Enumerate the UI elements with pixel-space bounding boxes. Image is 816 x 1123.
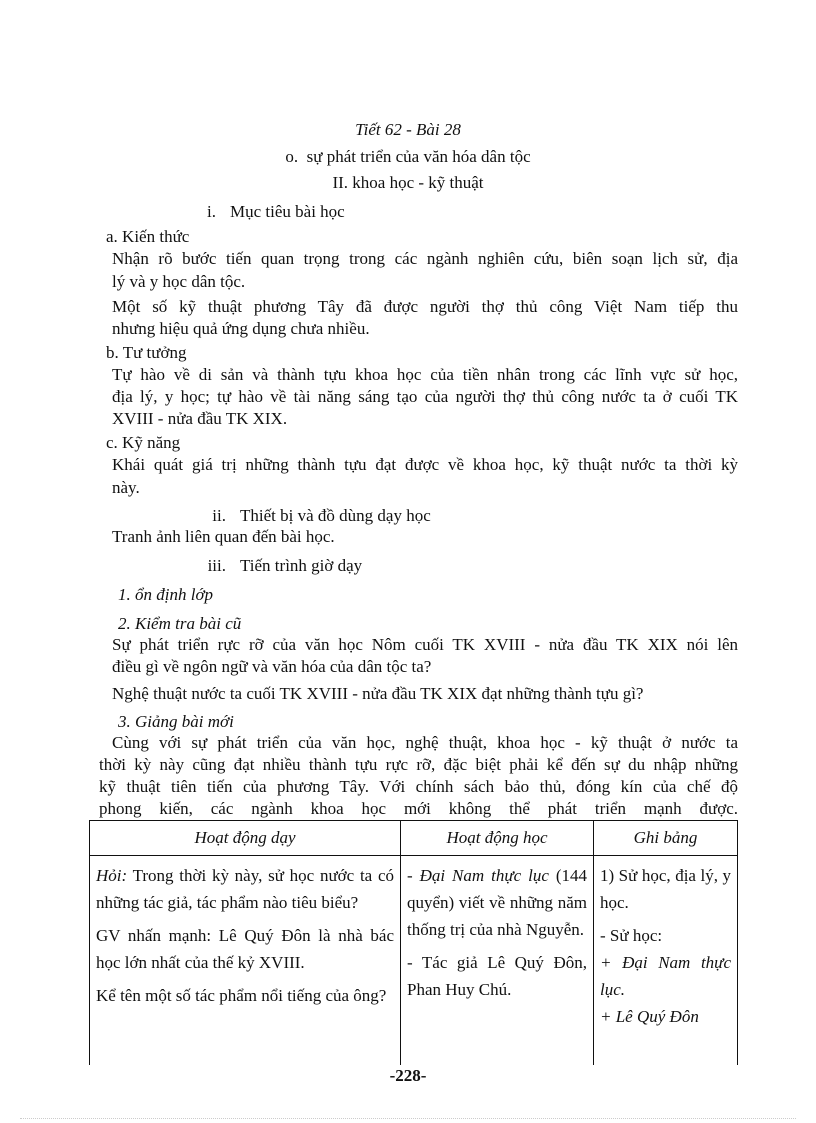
- page-number: -228-: [389, 1066, 427, 1085]
- part-i-title: Mục tiêu bài học: [230, 202, 345, 221]
- step-3: 3. Giảng bài mới: [118, 712, 234, 731]
- header-learning: Hoạt động học: [401, 821, 594, 856]
- attitude-line1: Tự hào về di sản và thành tựu khoa học của tiền nhân trong các lĩnh vực sử học,: [112, 365, 738, 384]
- teaching-question: [96, 862, 394, 916]
- board-p3: + Đại Nam thực lục.: [600, 953, 731, 999]
- heading-skills: c. Kỹ năng: [106, 433, 181, 452]
- equipment-text: Tranh ảnh liên quan đến bài học.: [112, 527, 335, 546]
- heading-knowledge: a. Kiến thức: [106, 227, 190, 246]
- header-board: Ghi bảng: [594, 821, 738, 856]
- teaching-followup: Kể tên một số tác phẩm nổi tiếng của ông?: [96, 986, 387, 1005]
- part-ii-heading: [202, 506, 431, 526]
- part-i-heading: [192, 202, 345, 222]
- lesson-title: Tiết 62 - Bài 28: [355, 120, 461, 139]
- review-q1-line1: Sự phát triển rực rỡ của văn học Nôm cuối TK XVIII - nửa đầu TK XIX nói lên: [112, 635, 738, 654]
- footer-divider: [20, 1118, 796, 1119]
- skills-line1: Khái quát giá trị những thành tựu đạt được về khoa học, kỹ thuật nước ta thời kỳ: [112, 455, 738, 474]
- learning-p2: - Tác giả Lê Quý Đôn, Phan Huy Chú.: [407, 953, 587, 999]
- learning-cell: [401, 856, 594, 1066]
- chapter-title: [0, 147, 816, 167]
- teaching-cell: [90, 856, 401, 1066]
- lesson-table: [89, 820, 738, 1065]
- learning-book-title: Đại Nam thực lục: [419, 866, 549, 885]
- board-p2: - Sử học:: [600, 926, 663, 945]
- heading-attitude: b. Tư tưởng: [106, 343, 187, 362]
- attitude-line2: địa lý, y học; tự hào về tài năng sáng tạo của người thợ thủ công nước ta ở cuối TK: [112, 387, 738, 406]
- learning-dash: -: [407, 866, 420, 885]
- knowledge-p2-line1: Một số kỹ thuật phương Tây đã được người thợ thủ công Việt Nam tiếp thu: [112, 297, 738, 316]
- part-ii-title: Thiết bị và đồ dùng dạy học: [240, 506, 431, 525]
- part-iii-heading: [202, 556, 362, 576]
- part-iii-marker: iii.: [207, 556, 226, 575]
- review-q2: Nghệ thuật nước ta cuối TK XVIII - nửa đầu TK XIX đạt những thành tựu gì?: [112, 684, 644, 703]
- board-p4: + Lê Quý Đôn: [600, 1007, 699, 1026]
- part-ii-marker: ii.: [212, 506, 226, 525]
- part-i-marker: i.: [207, 202, 216, 221]
- attitude-line3: XVIII - nửa đầu TK XIX.: [112, 409, 288, 428]
- knowledge-p1-line1: Nhận rõ bước tiến quan trọng trong các ngành nghiên cứu, biên soạn lịch sử, địa: [112, 249, 738, 268]
- header-teaching: Hoạt động dạy: [90, 821, 401, 856]
- step-2: 2. Kiểm tra bài cũ: [118, 614, 242, 633]
- learning-p1-rest: (144 quyển) viết về những năm thống trị của nhà Nguyễn.: [407, 866, 587, 939]
- table-header-row: [90, 821, 738, 856]
- step-1: 1. ổn định lớp: [118, 585, 214, 604]
- part-iii-title: Tiến trình giờ dạy: [240, 556, 363, 575]
- table-row: [90, 856, 738, 1066]
- board-p1: 1) Sử học, địa lý, y học.: [600, 866, 731, 912]
- teaching-emphasis: GV nhấn mạnh: Lê Quý Đôn là nhà bác học lớn nhất của thế kỷ XVIII.: [96, 926, 394, 972]
- review-q1-line2: điều gì về ngôn ngữ và văn hóa của dân tộc ta?: [112, 657, 432, 676]
- chapter-text: sự phát triển của văn hóa dân tộc: [306, 147, 531, 166]
- board-cell: [594, 856, 738, 1066]
- intro-line4: phong kiến, các ngành khoa học mới không thể phát triển mạnh được.: [99, 799, 738, 818]
- knowledge-p1-line2: lý và y học dân tộc.: [112, 272, 246, 291]
- chapter-marker: o.: [285, 147, 299, 166]
- question-text: Trong thời kỳ này, sử học nước ta có những tác giả, tác phẩm nào tiêu biểu?: [96, 866, 394, 912]
- question-label: Hỏi:: [96, 866, 128, 885]
- knowledge-p2-line2: nhưng hiệu quả ứng dụng chưa nhiều.: [112, 319, 370, 338]
- intro-line3: kỹ thuật tiên tiến của phương Tây. Với chính sách bảo thủ, đóng kín của chế độ: [99, 777, 738, 796]
- section-title: II. khoa học - kỹ thuật: [332, 173, 484, 192]
- intro-line1: Cùng với sự phát triển của văn học, nghệ thuật, khoa học - kỹ thuật ở nước ta: [112, 733, 738, 752]
- intro-line2: thời kỳ này cũng đạt nhiều thành tựu rực rỡ, đặc biệt phải kể đến sự du nhập những: [99, 755, 738, 774]
- learning-p1: [407, 862, 587, 943]
- skills-line2: này.: [112, 478, 140, 497]
